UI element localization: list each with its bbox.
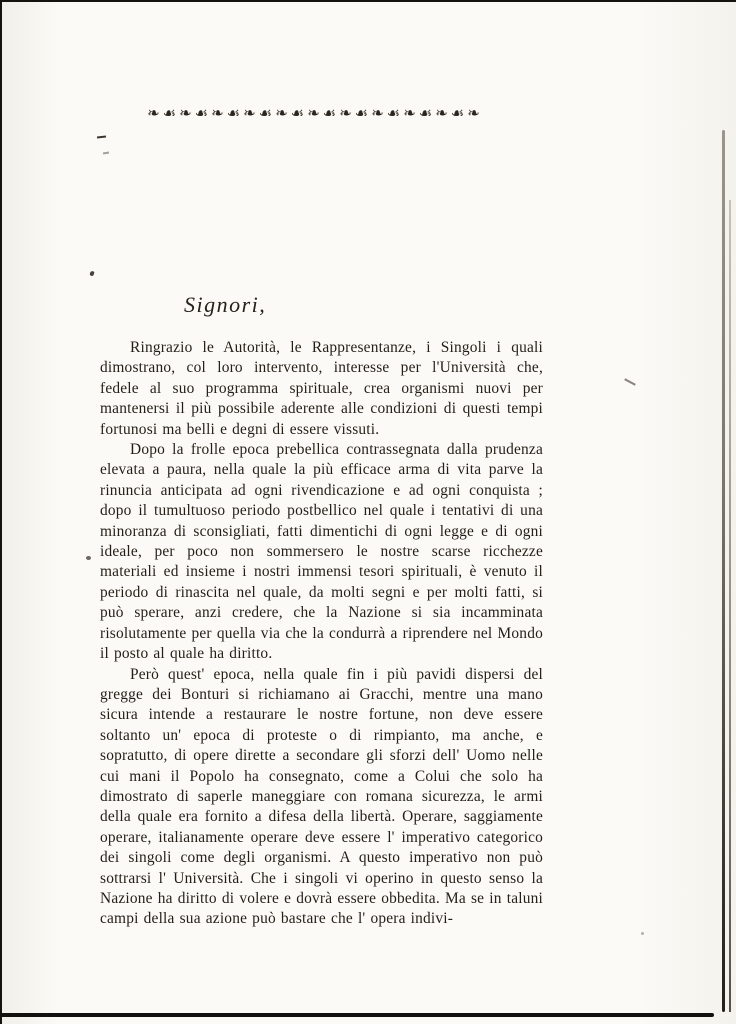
scan-edge-left [0,0,2,1024]
paragraph: Dopo la frolle epoca prebellica contrassegnata dalla prudenza elevata a paura, nella quale la più efficace arma di vita parve la rinuncia anticipata ad ogni rivendicazione e ad ogni conquista ; dopo il tumultuoso periodo postbellico nel quale i tentativi di una minoranza di sconsigliati, fatti dimentichi di ogni legge e di ogni ideale, per poco non sommersero le nostre scarse ricchezze materiali ed insieme i nostri immensi tesori spirituali, è venuto il periodo di rinascita nel quale, da molti segni e per molti fatti, si può sperare, anzi credere, che la Nazione si sia incamminata risolutamente per quella via che la condurrà a riprendere nel Mondo il posto al quale ha diritto. [100,441,543,663]
ornament-frieze-icon: ❧☙❧☙❧☙❧☙❧☙❧☙❧☙❧☙❧☙❧☙❧ [147,104,483,122]
paragraph: Però quest' epoca, nella quale fin i più pavidi dispersi del gregge dei Bonturi si richiamano ai Gracchi, mentre una mano sicura intende a restaurare le nostre fortune, non deve essere soltanto un' epoca di proteste o di rimpianto, ma anche, e sopratutto, di opere dirette a secondare gli sforzi dell' Uomo nelle cui mani il Popolo ha consegnato, come a Colui che solo ha dimostrato di saperle maneggiare con romana sicurezza, le armi della quale era fornito a difesa della libertà. Operare, saggiamente operare, italianamente operare deve essere l' imperativo categorico dei singoli come degli organismi. A questo imperativo non può sottrarsi l' Università. Che i singoli vi operino in questo senso la Nazione ha diritto di volere e dovrà essere obbedita. Ma se in taluni campi della sua azione può bastare che l' opera indivi- [100,665,543,928]
scan-artifact [89,270,94,276]
scan-artifact [624,378,636,385]
scan-artifact [641,932,644,935]
scan-artifact [86,556,91,560]
salutation-heading: Signori, [184,292,267,317]
page-binding-edge-outer [729,200,731,1012]
scan-edge-top [0,0,736,2]
page-binding-edge [722,130,725,1012]
text-block [100,292,543,930]
scan-edge-bottom [0,1013,714,1017]
scan-artifact [103,151,109,154]
ornament-tick-mark [97,136,106,139]
paragraph: Ringrazio le Autorità, le Rappresentanze, i Singoli i quali dimostrano, col loro intervento, interesse per l'Università che, fedele al suo programma spirituale, crea organismi nuovi per mantenersi il più possibile aderente alle condizioni di questi tempi fortunosi ma belli e degni di essere vissuti. [100,339,543,438]
